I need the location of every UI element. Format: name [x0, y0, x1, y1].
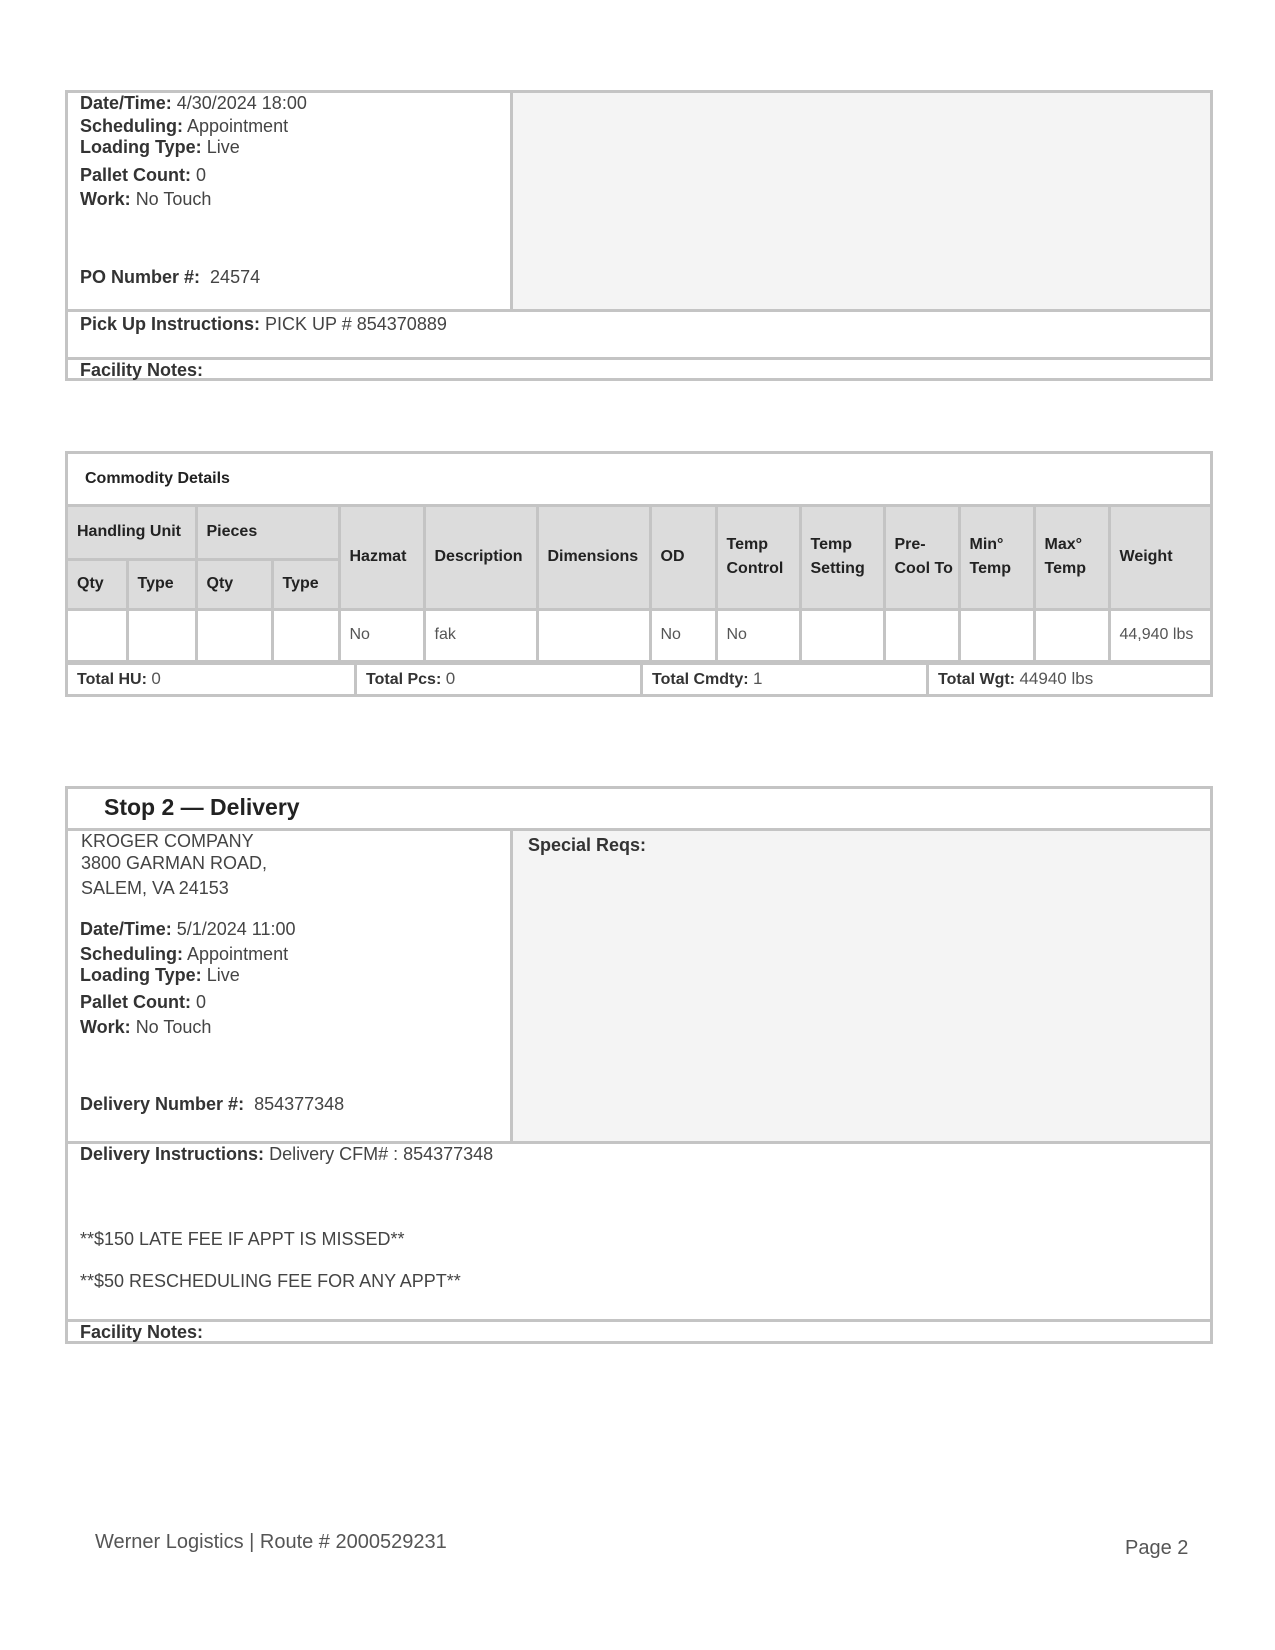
stop2-delivery-number: Delivery Number #: 854377348: [80, 1094, 345, 1114]
stop1-scheduling: Scheduling: Appointment: [80, 116, 289, 136]
commodity-title: Commodity Details: [85, 470, 230, 487]
cell-temp-setting: [800, 609, 884, 661]
cell-pcs-qty: [196, 609, 272, 661]
total-pcs: Total Pcs: 0: [354, 665, 640, 697]
cell-min-temp: [959, 609, 1034, 661]
stop1-instructions: Pick Up Instructions: PICK UP # 854370889: [68, 309, 1210, 360]
stop1-work: Work: No Touch: [80, 189, 212, 209]
total-wgt: Total Wgt: 44940 lbs: [926, 665, 1210, 697]
footer-page-number: Page 2: [1125, 1537, 1189, 1559]
cell-max-temp: [1034, 609, 1109, 661]
stop2-special-panel: [513, 831, 1210, 1141]
col-header-pieces: Pieces: [196, 507, 339, 559]
stop2-title: Stop 2 — Delivery: [104, 794, 300, 820]
stop1-pallet-count: Pallet Count: 0: [80, 165, 207, 185]
stop2-company: KROGER COMPANY: [81, 831, 254, 851]
col-header-description: Description: [424, 507, 537, 609]
cell-temp-control: No: [716, 609, 800, 661]
col-header-temp-setting: Temp Setting: [800, 507, 884, 609]
col-header-od: OD: [650, 507, 716, 609]
stop1-special-panel: [513, 93, 1210, 309]
stop2-reschedule-fee: **$50 RESCHEDULING FEE FOR ANY APPT**: [80, 1271, 461, 1291]
stop1-loading-type: Loading Type: Live: [80, 137, 240, 157]
col-header-handling-unit: Handling Unit: [68, 507, 196, 559]
col-header-pre-cool-to: Pre-Cool To: [884, 507, 959, 609]
cell-description: fak: [424, 609, 537, 661]
commodity-details-box: [65, 451, 1213, 697]
col-header-hu-type: Type: [127, 559, 196, 609]
cell-hazmat: No: [339, 609, 424, 661]
table-row: [68, 609, 1210, 661]
stop1-details-box: [65, 90, 1213, 381]
stop1-po-number: PO Number #: 24574: [80, 267, 261, 287]
cell-od: No: [650, 609, 716, 661]
stop2-pallet-count: Pallet Count: 0: [80, 992, 207, 1012]
cell-hu-qty: [68, 609, 127, 661]
commodity-header: [68, 454, 1210, 507]
col-header-pcs-qty: Qty: [196, 559, 272, 609]
col-header-weight: Weight: [1109, 507, 1210, 609]
stop2-scheduling: Scheduling: Appointment: [80, 944, 289, 964]
col-header-max-temp: Max° Temp: [1034, 507, 1109, 609]
stop1-datetime: Date/Time: 4/30/2024 18:00: [80, 93, 307, 113]
stop2-instructions: Delivery Instructions: Delivery CFM# : 854377348 **$150 LATE FEE IF APPT IS MISSED** **$50 RESCHEDULING FEE FOR ANY APPT**: [68, 1141, 1210, 1324]
stop2-late-fee: **$150 LATE FEE IF APPT IS MISSED**: [80, 1229, 405, 1249]
cell-hu-type: [127, 609, 196, 661]
col-header-dimensions: Dimensions: [537, 507, 650, 609]
col-header-hazmat: Hazmat: [339, 507, 424, 609]
stop2-info-panel: [68, 831, 513, 1141]
stop2-title-bar: [68, 789, 1210, 831]
cell-weight: 44,940 lbs: [1109, 609, 1210, 661]
cell-dimensions: [537, 609, 650, 661]
stop2-work: Work: No Touch: [80, 1017, 212, 1037]
col-header-hu-qty: Qty: [68, 559, 127, 609]
col-header-pcs-type: Type: [272, 559, 339, 609]
stop2-facility-notes: Facility Notes:: [68, 1319, 1210, 1347]
cell-pre-cool-to: [884, 609, 959, 661]
footer-route: Werner Logistics | Route # 2000529231: [95, 1531, 447, 1553]
col-header-temp-control: Temp Control: [716, 507, 800, 609]
cell-pcs-type: [272, 609, 339, 661]
commodity-table: [68, 507, 1210, 663]
total-hu: Total HU: 0: [77, 669, 161, 688]
commodity-totals: [68, 662, 1210, 700]
stop1-facility-notes: Facility Notes:: [68, 357, 1210, 384]
col-header-min-temp: Min° Temp: [959, 507, 1034, 609]
stop2-datetime: Date/Time: 5/1/2024 11:00: [80, 919, 296, 939]
stop2-delivery-box: [65, 786, 1213, 1344]
stop1-info-panel: [68, 93, 513, 309]
total-cmdty: Total Cmdty: 1: [640, 665, 926, 697]
stop2-loading-type: Loading Type: Live: [80, 965, 240, 985]
stop2-special-reqs: Special Reqs:: [528, 835, 647, 855]
stop2-address-line1: 3800 GARMAN ROAD,: [81, 853, 268, 873]
stop2-address-line2: SALEM, VA 24153: [81, 878, 229, 898]
